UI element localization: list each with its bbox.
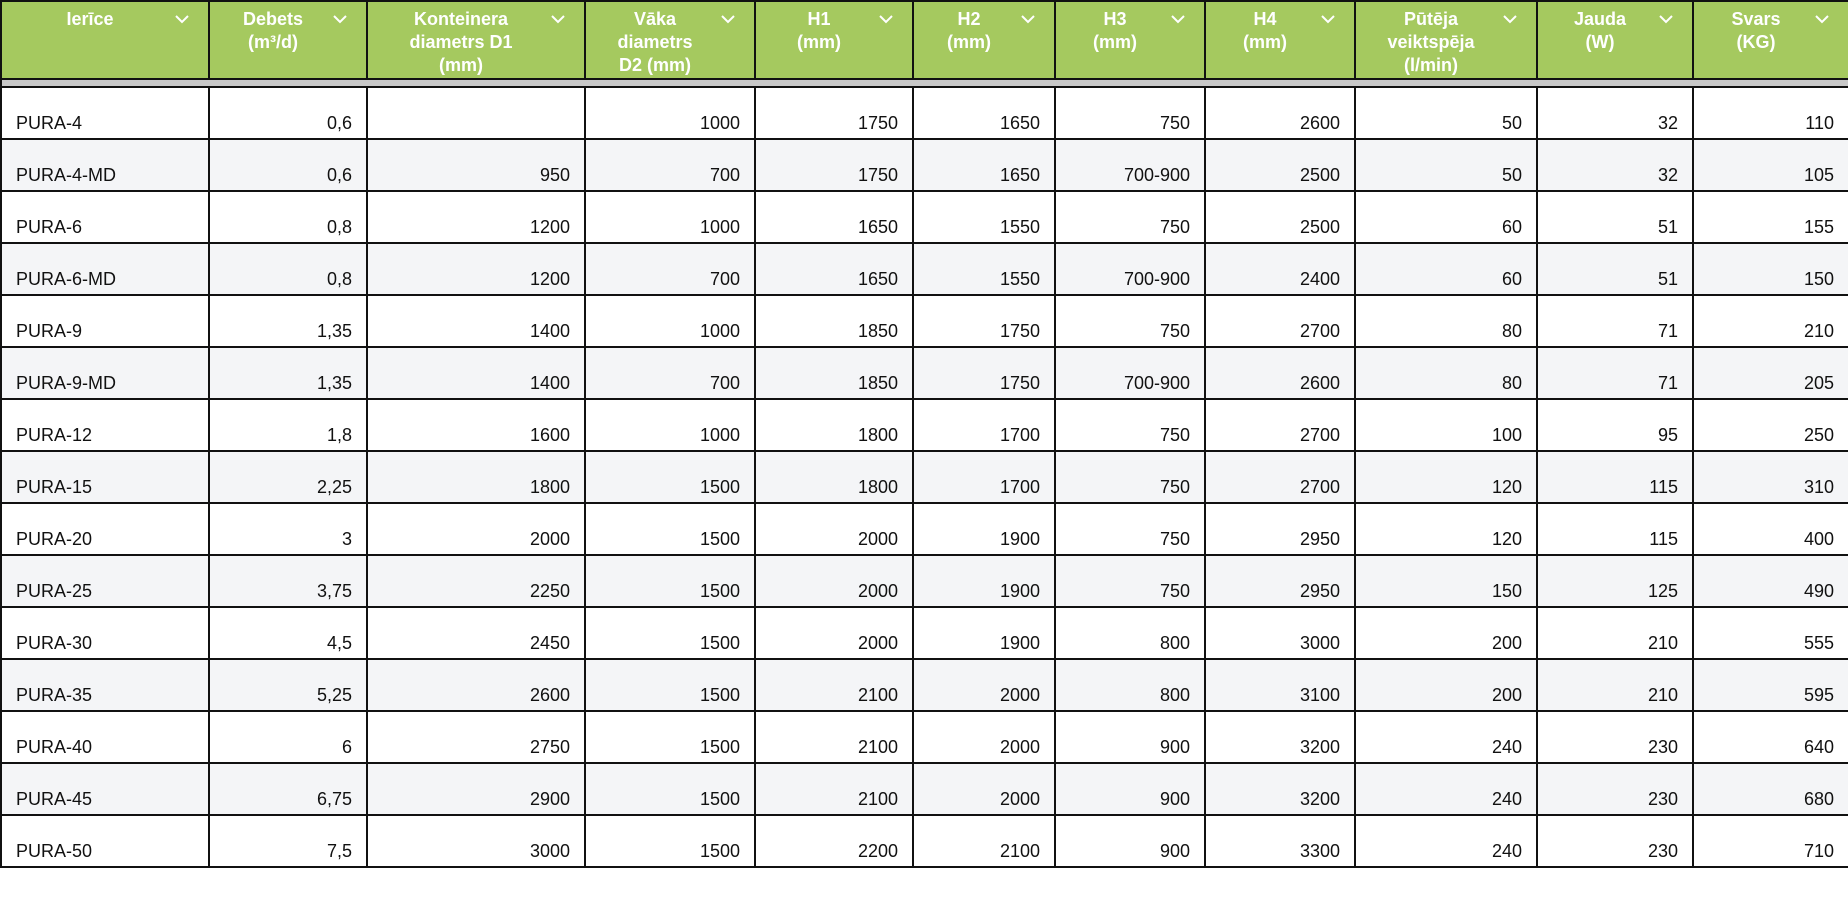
table-cell: 2500	[1205, 191, 1355, 243]
table-cell: 1850	[755, 347, 913, 399]
table-cell: 1650	[913, 87, 1055, 139]
table-cell: 150	[1355, 555, 1537, 607]
table-cell-device: PURA-35	[1, 659, 209, 711]
table-cell: 155	[1693, 191, 1848, 243]
table-cell: 210	[1693, 295, 1848, 347]
table-cell: 1,35	[209, 347, 367, 399]
table-cell: 3000	[1205, 607, 1355, 659]
column-header[interactable]	[585, 1, 755, 79]
table-row	[1, 711, 1848, 763]
table-cell: 800	[1055, 607, 1205, 659]
table-cell: 0,8	[209, 243, 367, 295]
chevron-down-icon[interactable]	[879, 15, 892, 28]
table-cell: 0,8	[209, 191, 367, 243]
table-cell: 125	[1537, 555, 1693, 607]
table-cell: 1400	[367, 295, 585, 347]
table-row	[1, 607, 1848, 659]
table-cell: 1500	[585, 711, 755, 763]
column-header-label: Vāka diametrs D2 (mm)	[617, 9, 693, 75]
table-cell: 2500	[1205, 139, 1355, 191]
column-header[interactable]	[1537, 1, 1693, 79]
table-cell: 1500	[585, 763, 755, 815]
table-cell: 50	[1355, 87, 1537, 139]
table-cell: 1800	[367, 451, 585, 503]
table-cell: 1500	[585, 815, 755, 867]
chevron-down-icon[interactable]	[1659, 15, 1672, 28]
table-cell: 700	[585, 347, 755, 399]
table-cell: 750	[1055, 399, 1205, 451]
table-cell: 3,75	[209, 555, 367, 607]
table-cell: 240	[1355, 711, 1537, 763]
table-cell: 310	[1693, 451, 1848, 503]
table-cell: 3	[209, 503, 367, 555]
table-cell: 230	[1537, 763, 1693, 815]
column-header-label: Konteinera diametrs D1 (mm)	[409, 9, 513, 75]
table-cell: 200	[1355, 659, 1537, 711]
table-cell-device: PURA-15	[1, 451, 209, 503]
table-cell: 2250	[367, 555, 585, 607]
table-cell-device: PURA-25	[1, 555, 209, 607]
table-cell: 1650	[755, 191, 913, 243]
table-cell: 51	[1537, 191, 1693, 243]
table-cell: 32	[1537, 87, 1693, 139]
table-cell: 2400	[1205, 243, 1355, 295]
table-cell: 2,25	[209, 451, 367, 503]
table-cell: 4,5	[209, 607, 367, 659]
table-row	[1, 139, 1848, 191]
table-cell-device: PURA-40	[1, 711, 209, 763]
column-header-label: Svars (KG)	[1731, 9, 1781, 52]
table-cell: 700-900	[1055, 347, 1205, 399]
table-cell: 750	[1055, 87, 1205, 139]
table-cell: 1000	[585, 191, 755, 243]
table-cell: 1200	[367, 243, 585, 295]
table-cell: 490	[1693, 555, 1848, 607]
table-cell: 32	[1537, 139, 1693, 191]
table-cell: 1000	[585, 87, 755, 139]
table-cell: 2950	[1205, 555, 1355, 607]
table-cell: 700-900	[1055, 243, 1205, 295]
table-cell: 100	[1355, 399, 1537, 451]
table-cell: 120	[1355, 503, 1537, 555]
table-cell: 2450	[367, 607, 585, 659]
header-separator-band	[1, 79, 1848, 87]
table-cell-device: PURA-12	[1, 399, 209, 451]
table-cell: 2700	[1205, 295, 1355, 347]
chevron-down-icon[interactable]	[1171, 15, 1184, 28]
table-cell: 900	[1055, 815, 1205, 867]
table-cell: 6,75	[209, 763, 367, 815]
table-cell: 210	[1537, 607, 1693, 659]
table-row	[1, 503, 1848, 555]
table-row	[1, 451, 1848, 503]
table-header	[1, 1, 1848, 79]
table-row	[1, 763, 1848, 815]
table-cell: 400	[1693, 503, 1848, 555]
table-row	[1, 555, 1848, 607]
table-cell-device: PURA-9	[1, 295, 209, 347]
table-cell-device: PURA-6	[1, 191, 209, 243]
table-cell: 1,8	[209, 399, 367, 451]
table-cell: 2900	[367, 763, 585, 815]
table-cell: 2000	[367, 503, 585, 555]
table-cell: 200	[1355, 607, 1537, 659]
table-cell: 2000	[913, 711, 1055, 763]
table-cell: 700	[585, 243, 755, 295]
table-cell: 2200	[755, 815, 913, 867]
table-cell: 105	[1693, 139, 1848, 191]
table-cell: 50	[1355, 139, 1537, 191]
table-cell-device: PURA-45	[1, 763, 209, 815]
table-cell: 2600	[1205, 87, 1355, 139]
table-cell: 2000	[755, 503, 913, 555]
table-cell: 1500	[585, 659, 755, 711]
header-row	[1, 1, 1848, 79]
column-header-label: H1 (mm)	[797, 9, 841, 52]
table-cell: 205	[1693, 347, 1848, 399]
table-cell: 1500	[585, 607, 755, 659]
column-header[interactable]	[367, 1, 585, 79]
chevron-down-icon[interactable]	[1503, 15, 1516, 28]
table-cell: 2950	[1205, 503, 1355, 555]
table-cell: 1800	[755, 399, 913, 451]
table-cell: 60	[1355, 243, 1537, 295]
table-cell: 1500	[585, 555, 755, 607]
table-cell: 1650	[755, 243, 913, 295]
table-cell: 1000	[585, 399, 755, 451]
column-header[interactable]	[755, 1, 913, 79]
table-cell-device: PURA-20	[1, 503, 209, 555]
table-cell: 1550	[913, 191, 1055, 243]
table-cell: 150	[1693, 243, 1848, 295]
table-cell: 700	[585, 139, 755, 191]
table-cell: 2600	[367, 659, 585, 711]
table-cell: 1850	[755, 295, 913, 347]
table-body	[1, 79, 1848, 867]
column-header-label: Jauda (W)	[1573, 9, 1627, 52]
table-cell: 2100	[913, 815, 1055, 867]
table-cell: 750	[1055, 295, 1205, 347]
table-cell: 1500	[585, 451, 755, 503]
column-header[interactable]	[1205, 1, 1355, 79]
table-cell: 750	[1055, 555, 1205, 607]
table-cell: 800	[1055, 659, 1205, 711]
table-cell: 210	[1537, 659, 1693, 711]
table-cell: 750	[1055, 451, 1205, 503]
table-cell: 2100	[755, 711, 913, 763]
table-row	[1, 191, 1848, 243]
table-cell: 2000	[913, 659, 1055, 711]
table-cell: 1750	[755, 139, 913, 191]
column-header[interactable]	[1693, 1, 1848, 79]
table-cell: 680	[1693, 763, 1848, 815]
chevron-down-icon[interactable]	[1021, 15, 1034, 28]
table-cell: 1600	[367, 399, 585, 451]
table-cell: 2000	[913, 763, 1055, 815]
table-cell: 1400	[367, 347, 585, 399]
table-cell: 1,35	[209, 295, 367, 347]
table-cell: 750	[1055, 191, 1205, 243]
table-cell: 80	[1355, 295, 1537, 347]
table-row	[1, 347, 1848, 399]
table-cell: 1900	[913, 503, 1055, 555]
table-cell: 1750	[913, 295, 1055, 347]
table-cell: 240	[1355, 763, 1537, 815]
chevron-down-icon[interactable]	[1321, 15, 1334, 28]
table-row	[1, 87, 1848, 139]
table-cell: 1700	[913, 399, 1055, 451]
table-cell	[367, 87, 585, 139]
table-cell-device: PURA-9-MD	[1, 347, 209, 399]
table-cell: 2700	[1205, 399, 1355, 451]
table-cell: 1900	[913, 555, 1055, 607]
table-row	[1, 243, 1848, 295]
table-cell: 115	[1537, 451, 1693, 503]
table-cell: 1200	[367, 191, 585, 243]
table-cell: 51	[1537, 243, 1693, 295]
table-cell: 3100	[1205, 659, 1355, 711]
table-cell: 1650	[913, 139, 1055, 191]
column-header-label: Debets (m³/d)	[242, 9, 304, 52]
table-cell-device: PURA-30	[1, 607, 209, 659]
table-cell: 0,6	[209, 87, 367, 139]
table-cell: 2100	[755, 763, 913, 815]
table-cell: 1500	[585, 503, 755, 555]
table-cell: 230	[1537, 711, 1693, 763]
header-separator	[1, 79, 1848, 87]
column-header[interactable]	[913, 1, 1055, 79]
chevron-down-icon[interactable]	[175, 15, 188, 28]
table-cell: 71	[1537, 295, 1693, 347]
table-cell: 95	[1537, 399, 1693, 451]
table-cell: 2100	[755, 659, 913, 711]
table-cell: 3200	[1205, 711, 1355, 763]
table-cell: 555	[1693, 607, 1848, 659]
table-cell: 1750	[755, 87, 913, 139]
table-cell: 2600	[1205, 347, 1355, 399]
table-cell: 0,6	[209, 139, 367, 191]
table-row	[1, 815, 1848, 867]
table-cell: 115	[1537, 503, 1693, 555]
chevron-down-icon[interactable]	[1815, 15, 1828, 28]
table-cell: 950	[367, 139, 585, 191]
table-cell-device: PURA-4-MD	[1, 139, 209, 191]
table-cell-device: PURA-50	[1, 815, 209, 867]
table-cell: 71	[1537, 347, 1693, 399]
column-header[interactable]	[1055, 1, 1205, 79]
column-header-label: H3 (mm)	[1093, 9, 1137, 52]
table-cell: 80	[1355, 347, 1537, 399]
table-cell: 110	[1693, 87, 1848, 139]
table-cell-device: PURA-4	[1, 87, 209, 139]
table-cell: 1800	[755, 451, 913, 503]
table-cell: 6	[209, 711, 367, 763]
column-header-label: H2 (mm)	[947, 9, 991, 52]
table-cell: 900	[1055, 711, 1205, 763]
table-cell: 120	[1355, 451, 1537, 503]
chevron-down-icon[interactable]	[551, 15, 564, 28]
column-header-label: H4 (mm)	[1243, 9, 1287, 52]
table-row	[1, 659, 1848, 711]
table-cell: 3300	[1205, 815, 1355, 867]
table-cell-device: PURA-6-MD	[1, 243, 209, 295]
table-cell: 60	[1355, 191, 1537, 243]
column-header[interactable]	[1355, 1, 1537, 79]
table-cell: 1000	[585, 295, 755, 347]
table-cell: 240	[1355, 815, 1537, 867]
table-cell: 250	[1693, 399, 1848, 451]
column-header-label: Pūtēja veiktspēja (l/min)	[1387, 9, 1475, 75]
table-cell: 1700	[913, 451, 1055, 503]
column-header[interactable]	[209, 1, 367, 79]
table-cell: 3000	[367, 815, 585, 867]
table-cell: 900	[1055, 763, 1205, 815]
table-cell: 2000	[755, 555, 913, 607]
chevron-down-icon[interactable]	[333, 15, 346, 28]
table-cell: 5,25	[209, 659, 367, 711]
table-cell: 230	[1537, 815, 1693, 867]
table-cell: 7,5	[209, 815, 367, 867]
table-cell: 595	[1693, 659, 1848, 711]
table-row	[1, 399, 1848, 451]
column-header-label: Ierīce	[66, 9, 114, 29]
table-row	[1, 295, 1848, 347]
table-cell: 1900	[913, 607, 1055, 659]
table-cell: 2000	[755, 607, 913, 659]
table-cell: 750	[1055, 503, 1205, 555]
table-cell: 1750	[913, 347, 1055, 399]
table-cell: 640	[1693, 711, 1848, 763]
table-cell: 2750	[367, 711, 585, 763]
table-cell: 2700	[1205, 451, 1355, 503]
chevron-down-icon[interactable]	[721, 15, 734, 28]
column-header[interactable]	[1, 1, 209, 79]
table-cell: 710	[1693, 815, 1848, 867]
table-cell: 1550	[913, 243, 1055, 295]
table-cell: 3200	[1205, 763, 1355, 815]
table-cell: 700-900	[1055, 139, 1205, 191]
